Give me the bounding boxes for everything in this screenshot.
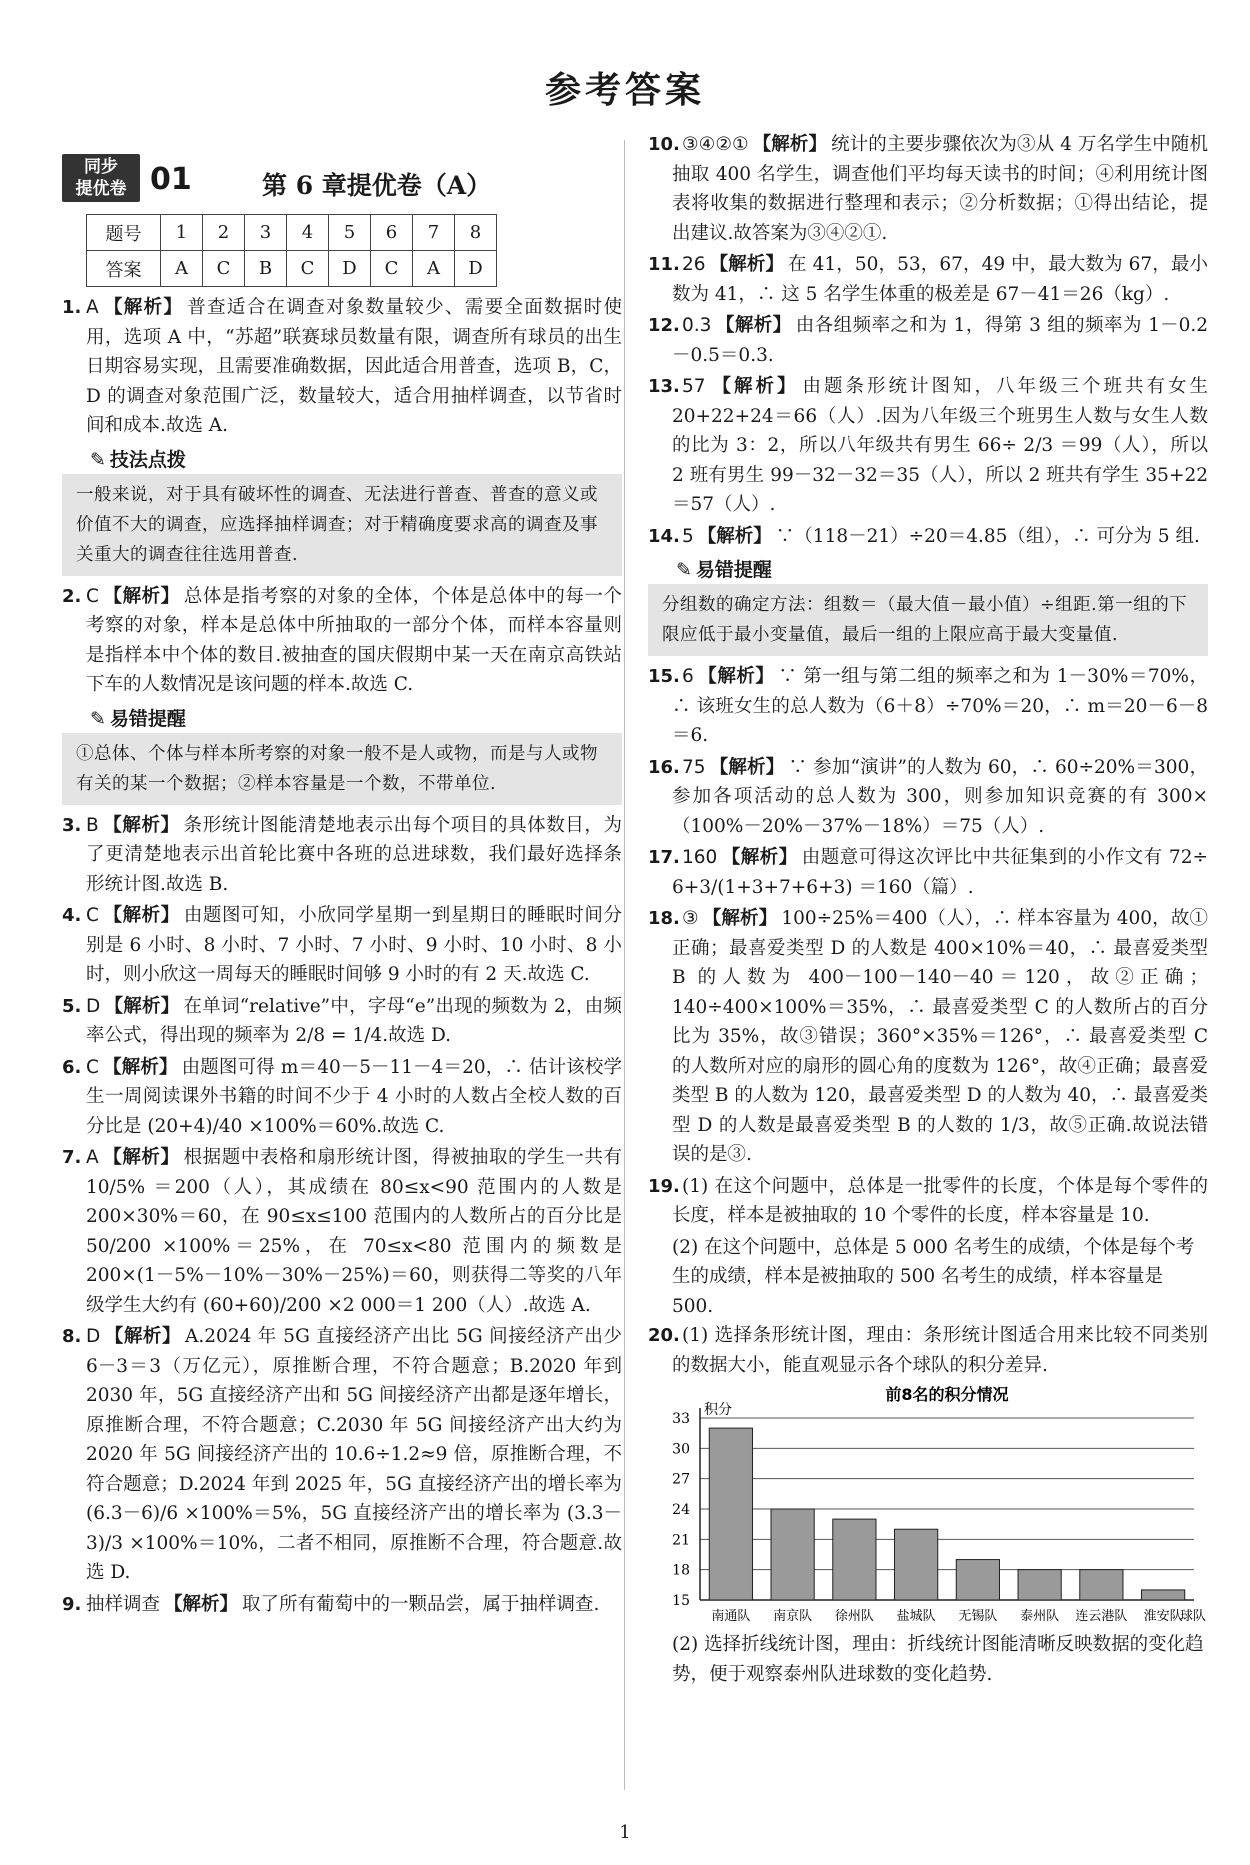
section-badge (62, 154, 140, 202)
item-answer: 0.3 (682, 315, 712, 336)
item-text: ∵ 参加“演讲”的人数为 60，∴ 60÷20%＝300，参加各项活动的总人数为 300，则参加知识竞赛的有 300×（100%－20%－37%－18%）＝75（人）. (672, 756, 1208, 837)
item-text: ∵ 第一组与第二组的频率之和为 1－30%＝70%，∴ 该班女生的总人数为（6＋8）÷70%＝20，∴ m＝20－6－8＝6. (672, 666, 1208, 746)
bar-4 (895, 1529, 938, 1600)
table-cell: 6 (371, 215, 413, 251)
item-answer: 26 (682, 254, 706, 275)
table-cell: C (371, 251, 413, 287)
item-text: (1) 在这个问题中，总体是一批零件的长度，个体是每个零件的长度，样本是被抽取的 10 个零件的长度，样本容量是 10. (672, 1175, 1208, 1226)
answer-item-8 (62, 1322, 622, 1588)
y-axis-label: 积分 (704, 1402, 732, 1418)
item-text: 由题图可得 m＝40－5－11－4＝20，∴ 估计该校学生一周阅读课外书籍的时间不少于 4 小时的人数占全校人数的百分比是 (20+4)/40 ×100%＝60%.故选 C. (86, 1056, 622, 1137)
section-title: 第 6 章提优卷（A） (262, 171, 492, 200)
item-text: ∵（118－21）÷20＝4.85（组），∴ 可分为 5 组. (775, 525, 1200, 547)
y-tick-label: 33 (672, 1411, 690, 1427)
analysis-label: 【解析】 (697, 525, 772, 547)
analysis-label: 【解析】 (102, 814, 180, 836)
item-text: 条形统计图能清楚地表示出每个项目的具体数目，为了更清楚地表示出首轮比赛中各班的总进球数，我们最好选择条形统计图.故选 B. (86, 814, 622, 895)
table-cell: D (455, 251, 497, 287)
answer-item-5 (62, 992, 622, 1051)
y-tick-label: 18 (672, 1562, 690, 1579)
item-number: 17. (648, 847, 680, 868)
chart-title: 前8名的积分情况 (885, 1385, 1009, 1404)
answer-item-15 (648, 662, 1208, 751)
item-number: 16. (648, 756, 680, 778)
item-number: 6. (62, 1056, 82, 1078)
item-answer: A (86, 1147, 99, 1168)
bar-1 (709, 1428, 752, 1600)
item-number: 12. (648, 315, 680, 336)
item-answer: 6 (682, 666, 694, 687)
analysis-label: 【解析】 (102, 585, 180, 607)
left-column (62, 150, 622, 1621)
x-tick-label: 连云港队 (1075, 1609, 1128, 1624)
table-cell: C (203, 251, 245, 287)
tip-title: ✎ 技法点拨 (90, 445, 622, 472)
bar-3 (833, 1519, 876, 1600)
table-cell: 2 (203, 215, 245, 251)
bar-chart-svg (648, 1384, 1208, 1626)
y-tick-label: 24 (672, 1502, 690, 1518)
answer-item-18 (648, 904, 1208, 1170)
bar-7 (1080, 1570, 1123, 1600)
item-number: 9. (62, 1593, 82, 1615)
table-cell: 7 (413, 215, 455, 251)
answer-item-17 (648, 843, 1208, 902)
tip-title: ✎ 易错提醒 (676, 555, 1208, 582)
answer-item-4 (62, 901, 622, 990)
analysis-label: 【解析】 (709, 756, 785, 778)
analysis-label: 【解析】 (104, 1326, 182, 1347)
item-text: 普查适合在调查对象数量较少、需要全面数据时使用，选项 A 中，“苏超”联赛球员数量有限，调查所有球员的出生日期容易实现，且需要准确数据，因此适合用普查，选项 B，C，D 的调查对象范围广泛，数量较大，适合用抽样调查，以节省时间和成本.故选 A. (86, 297, 622, 436)
y-tick-label: 21 (672, 1532, 690, 1549)
analysis-label: 【解析】 (102, 1056, 178, 1078)
right-column (648, 130, 1208, 1689)
x-tick-label: 南京队 (773, 1609, 813, 1624)
section-header (62, 150, 622, 206)
analysis-label: 【解析】 (709, 254, 785, 275)
table-header: 答案 (87, 251, 161, 287)
item-answer: C (86, 585, 99, 607)
item-text: 由题条形统计图知，八年级三个班共有女生 20+22+24＝66（人）.因为八年级三个班男生人数与女生人数的比为 3：2，所以八年级共有男生 66÷ 2/3 ＝99（人），所以 2 班有男生 99－32－32＝35（人），所以 2 班共有学生 35+22＝57（人）. (672, 376, 1208, 515)
table-cell: C (287, 251, 329, 287)
answer-item-20 (648, 1321, 1208, 1380)
item-text: 总体是指考察的对象的全体，个体是总体中的每一个考察的对象，样本是总体中所抽取的一部分个体，而样本容量则是指样本中个体的数目.被抽查的国庆假期中某一天在南京高铁站下车的人数情况是该问题的样本.故选 C. (86, 585, 622, 695)
item-number: 2. (62, 585, 82, 607)
item-answer: 75 (682, 756, 706, 778)
answer-item-3 (62, 811, 622, 900)
item-number: 15. (648, 666, 680, 687)
item-answer: 5 (682, 525, 694, 547)
y-tick-label: 27 (672, 1471, 690, 1488)
table-cell: A (161, 251, 203, 287)
item-answer: D (86, 1326, 101, 1347)
item-answer: 160 (682, 847, 718, 868)
item-number: 5. (62, 995, 82, 1017)
y-tick-label: 30 (672, 1441, 690, 1458)
badge-line1: 同步 (84, 157, 118, 177)
x-tick-label: 无锡队 (958, 1609, 998, 1624)
bar-2 (771, 1509, 814, 1600)
analysis-label: 【解析】 (697, 666, 775, 687)
analysis-label: 【解析】 (721, 847, 798, 868)
y-tick-label: 15 (672, 1593, 690, 1609)
table-header: 题号 (87, 215, 161, 251)
analysis-label: 【解析】 (102, 297, 184, 318)
answer-item-16 (648, 753, 1208, 842)
item-number: 1. (62, 297, 82, 318)
answer-subitem: (2) 在这个问题中，总体是 5 000 名考生的成绩，个体是每个考生的成绩，样本是被抽取的 500 名考生的成绩，样本容量是 500. (672, 1236, 1195, 1317)
analysis-label: 【解析】 (715, 315, 792, 336)
badge-line2: 提优卷 (75, 179, 127, 199)
item-text: A.2024 年 5G 直接经济产出比 5G 间接经济产出少 6－3＝3（万亿元），原推断合理，不符合题意；B.2020 年到 2030 年，5G 直接经济产出和 5G 间接经济产出都是逐年增长，原推断合理，不符合题意；C.2030 年 5G 间接经济产出大约为 2020 年 5G 间接经济产出的 10.6÷1.2≈9 倍，原推断合理，不符合题意；D.2024 年到 2025 年，5G 直接经济产出的增长率为 (6.3－6)/6 ×100%＝5%，5G 直接经济产出的增长率为 (3.3－3)/3 ×100%＝10%，二者不相同，原推断不合理，符合题意.故选 D. (86, 1326, 622, 1583)
answer-item-13 (648, 372, 1208, 520)
analysis-label: 【解析】 (102, 905, 180, 926)
analysis-label: 【解析】 (164, 1593, 239, 1615)
item-answer: ③ (682, 908, 699, 929)
x-tick-label: 盐城队 (896, 1609, 936, 1624)
page-number: 1 (619, 1822, 631, 1843)
tip-box: ①总体、个体与样本所考察的对象一般不是人或物，而是与人或物有关的某一个数据；②样本容量是一个数，不带单位. (62, 733, 622, 805)
answer-item-6 (62, 1053, 622, 1142)
item-answer: C (86, 1056, 99, 1078)
item-answer: C (86, 905, 99, 926)
analysis-label: 【解析】 (104, 995, 180, 1017)
x-tick-label: 徐州队 (834, 1609, 874, 1624)
item-text: 由题图可知，小欣同学星期一到星期日的睡眠时间分别是 6 小时、8 小时、7 小时、7 小时、9 小时、10 小时、8 小时，则小欣这一周每天的睡眠时间够 9 小时的有 2 天.故选 C. (86, 905, 622, 985)
tip-title: ✎ 易错提醒 (90, 704, 622, 731)
item-text: 统计的主要步骤依次为③从 4 万名学生中随机抽取 400 名学生，调查他们平均每天读书的时间；④利用统计图表将收集的数据进行整理和表示；②分析数据；①得出结论，提出建议.故答案为③④②①. (672, 134, 1208, 244)
table-cell: B (245, 251, 287, 287)
answer-item-14 (648, 522, 1208, 552)
item-text: 100÷25%＝400（人），∴ 样本容量为 400，故①正确；最喜爱类型 D 的人数是 400×10%＝40，∴ 最喜爱类型 B 的人数为 400－100－140－40＝120，故②正确；140÷400×100%＝35%，∴ 最喜爱类型 C 的人数所占的百分比为 35%，故③错误；360°×35%＝126°，∴ 最喜爱类型 C 的人数所对应的扇形的圆心角的度数为 126°，故④正确；最喜爱类型 B 的人数为 120，最喜爱类型 D 的人数为 40，∴ 最喜爱类型 D 的人数是最喜爱类型 B 的人数的 1/3，故⑤正确.故说法错误的是③. (672, 908, 1208, 1165)
item-answer: D (86, 995, 101, 1017)
item-answer: A (86, 297, 99, 318)
answer-item-7 (62, 1143, 622, 1320)
item-number: 19. (648, 1175, 680, 1197)
item-answer: B (86, 814, 99, 836)
analysis-label: 【解析】 (709, 376, 799, 397)
answer-item-1 (62, 293, 622, 441)
item-number: 4. (62, 905, 82, 926)
answer-item-9 (62, 1590, 622, 1620)
answer-item-10 (648, 130, 1208, 248)
analysis-label: 【解析】 (702, 908, 778, 929)
table-cell: 8 (455, 215, 497, 251)
page-title: 参考答案 (544, 70, 705, 111)
bar-6 (1018, 1570, 1061, 1600)
answer-table (86, 214, 497, 287)
x-axis-label: 球队 (1179, 1609, 1206, 1624)
item-text: 由题意可得这次评比中共征集到的小作文有 72÷ 6+3/(1+3+7+6+3) ＝160（篇）. (672, 847, 1208, 898)
column-divider (624, 140, 625, 1790)
x-tick-label: 南通队 (711, 1609, 751, 1624)
item-number: 13. (648, 376, 680, 397)
section-number: 01 (150, 162, 192, 197)
item-number: 20. (648, 1325, 680, 1346)
answer-item-2 (62, 582, 622, 700)
bar-5 (956, 1560, 999, 1600)
bar-8 (1142, 1590, 1185, 1600)
table-cell: D (329, 251, 371, 287)
table-cell: A (413, 251, 455, 287)
tip-box: 一般来说，对于具有破坏性的调查、无法进行普查、普查的意义或价值不大的调查，应选择抽样调查；对于精确度要求高的调查及事关重大的调查往往选用普查. (62, 474, 622, 576)
item-answer: 抽样调查 (86, 1593, 161, 1615)
answer-item-12 (648, 311, 1208, 370)
item-text: 在单词“relative”中，字母“e”出现的频数为 2，由频率公式，得出现的频率为 2/8 = 1/4.故选 D. (86, 995, 622, 1046)
answer-item-11 (648, 250, 1208, 309)
analysis-label: 【解析】 (102, 1147, 180, 1168)
table-cell: 1 (161, 215, 203, 251)
answer-item-19 (648, 1172, 1208, 1231)
item-text: 在 41，50，53，67，49 中，最大数为 67，最小数为 41，∴ 这 5 名学生体重的极差是 67－41＝26（kg）. (672, 254, 1208, 305)
x-tick-label: 泰州队 (1020, 1609, 1060, 1624)
bar-chart (648, 1384, 1208, 1630)
answer-subitem: (2) 选择折线统计图，理由：折线统计图能清晰反映数据的变化趋势，便于观察泰州队进球数的变化趋势. (672, 1634, 1204, 1685)
x-tick-label: 淮安队 (1143, 1609, 1183, 1624)
tip-box: 分组数的确定方法：组数＝（最大值－最小值）÷组距.第一组的下限应低于最小变量值，最后一组的上限应高于最大变量值. (648, 584, 1208, 656)
item-text: 取了所有葡萄中的一颗品尝，属于抽样调查. (242, 1593, 600, 1615)
item-text: 根据题中表格和扇形统计图，得被抽取的学生一共有 10/5% ＝200（人），其成绩在 80≤x<90 范围内的人数是 200×30%＝60，在 90≤x≤100 范围内的人数所占的百分比是 50/200 ×100%＝25%，在 70≤x<80 范围内的频数是 200×(1－5%－10%－30%－25%)＝60，则获得二等奖的八年级学生大约有 (60+60)/200 ×2 000＝1 200（人）.故选 A. (86, 1147, 622, 1316)
table-cell: 5 (329, 215, 371, 251)
table-cell: 4 (287, 215, 329, 251)
item-text: (1) 选择条形统计图，理由：条形统计图适合用来比较不同类别的数据大小，能直观显示各个球队的积分差异. (672, 1325, 1208, 1376)
item-number: 3. (62, 814, 82, 836)
item-number: 14. (648, 525, 680, 547)
item-number: 18. (648, 908, 680, 929)
item-answer: 57 (682, 376, 706, 397)
item-number: 11. (648, 254, 680, 275)
item-answer: ③④②① (682, 134, 749, 155)
item-text: 由各组频率之和为 1，得第 3 组的频率为 1－0.2－0.5＝0.3. (672, 315, 1208, 366)
table-cell: 3 (245, 215, 287, 251)
item-number: 10. (648, 134, 680, 155)
item-number: 8. (62, 1326, 82, 1347)
analysis-label: 【解析】 (752, 134, 828, 155)
item-number: 7. (62, 1147, 82, 1168)
